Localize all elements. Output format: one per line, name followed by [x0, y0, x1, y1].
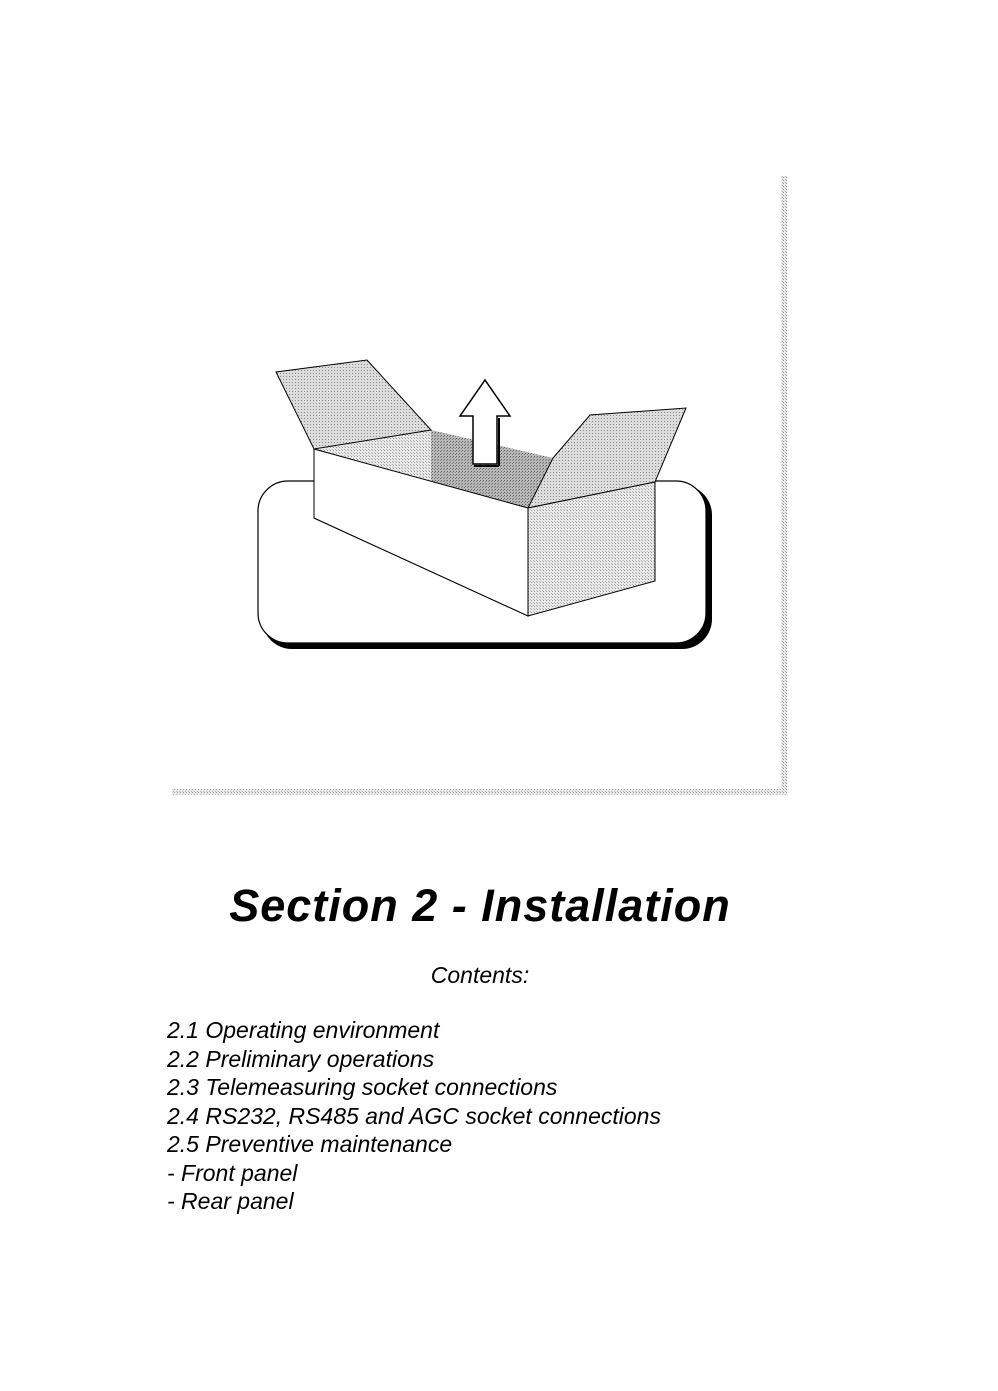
list-item: 2.3 Telemeasuring socket connections — [167, 1074, 558, 1100]
list-item: 2.2 Preliminary operations — [167, 1045, 435, 1072]
contents-list — [167, 1016, 661, 1216]
contents-label: Contents: — [430, 962, 530, 988]
list-item: 2.4 RS232, RS485 and AGC socket connections — [167, 1102, 661, 1129]
frame-bottom-border — [172, 789, 787, 795]
list-item: 2.5 Preventive maintenance — [167, 1131, 453, 1157]
list-item: 2.1 Operating environment — [167, 1017, 440, 1043]
list-item: - Front panel — [167, 1159, 298, 1186]
section-title: Section 2 - Installation — [229, 880, 731, 931]
frame-right-border — [781, 176, 787, 794]
list-item: - Rear panel — [167, 1188, 294, 1214]
